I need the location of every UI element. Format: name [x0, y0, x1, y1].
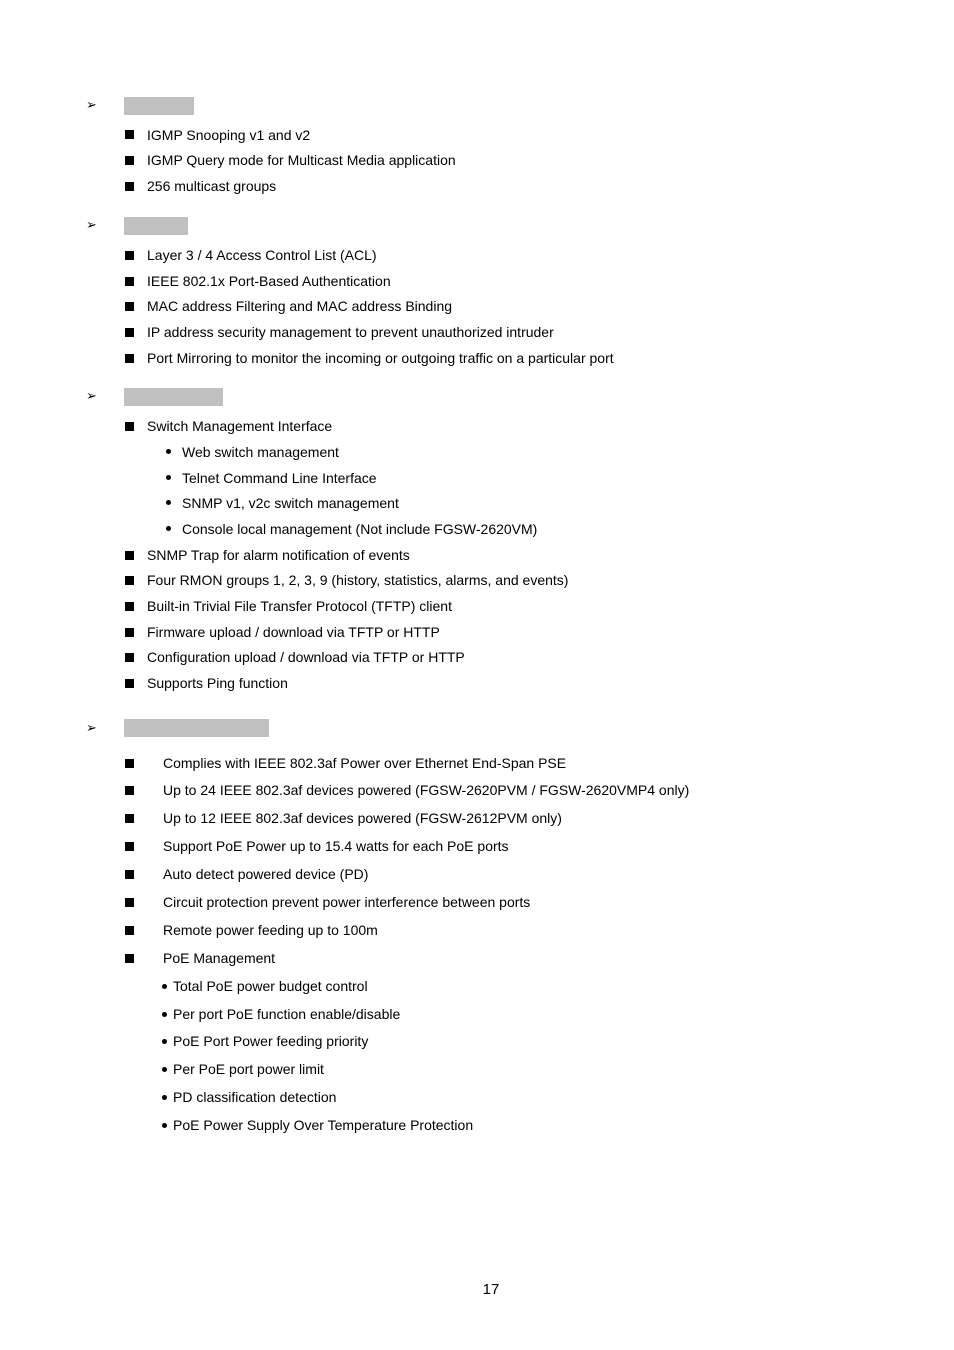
square-bullet-icon [125, 130, 134, 139]
dot-bullet-icon [166, 449, 171, 454]
list-item-text: Built-in Trivial File Transfer Protocol (TFTP) client [147, 598, 452, 614]
sub-list-item-text: Console local management (Not include FGSW-2620VM) [182, 521, 538, 537]
dot-bullet-icon [162, 1012, 167, 1017]
arrow-bullet-icon: ➢ [86, 97, 97, 112]
sub-list-item-text: Per PoE port power limit [173, 1061, 324, 1077]
square-bullet-icon [125, 898, 134, 907]
square-bullet-icon [125, 354, 134, 363]
sub-list-item-text: Per port PoE function enable/disable [173, 1006, 401, 1022]
list-item-text: Firmware upload / download via TFTP or HTTP [147, 624, 440, 640]
square-bullet-icon [125, 870, 134, 879]
sub-list-item-text: Web switch management [182, 444, 339, 460]
dot-bullet-icon [162, 1095, 167, 1100]
list-item-text: MAC address Filtering and MAC address Binding [147, 298, 453, 314]
dot-bullet-icon [162, 1039, 167, 1044]
square-bullet-icon [125, 814, 134, 823]
arrow-bullet-icon: ➢ [86, 720, 97, 735]
list-item-text: Port Mirroring to monitor the incoming or outgoing traffic on a particular port [147, 350, 614, 366]
square-bullet-icon [125, 628, 134, 637]
dot-bullet-icon [162, 1123, 167, 1128]
list-item-text: 256 multicast groups [147, 178, 277, 194]
square-bullet-icon [125, 156, 134, 165]
list-item-text: Support PoE Power up to 15.4 watts for each PoE ports [163, 838, 509, 854]
section-heading [124, 719, 269, 737]
square-bullet-icon [125, 251, 134, 260]
sub-list-item-text: Total PoE power budget control [173, 978, 368, 994]
square-bullet-icon [125, 926, 134, 935]
list-item-text: IGMP Query mode for Multicast Media application [147, 152, 456, 168]
sub-list-item-text: PoE Power Supply Over Temperature Protection [173, 1117, 474, 1133]
sub-list-item-text: SNMP v1, v2c switch management [182, 495, 399, 511]
square-bullet-icon [125, 786, 134, 795]
sub-list-item-text: PD classification detection [173, 1089, 337, 1105]
square-bullet-icon [125, 954, 134, 963]
square-bullet-icon [125, 182, 134, 191]
dot-bullet-icon [162, 1067, 167, 1072]
square-bullet-icon [125, 653, 134, 662]
square-bullet-icon [125, 602, 134, 611]
list-item-text: Switch Management Interface [147, 418, 333, 434]
dot-bullet-icon [166, 475, 171, 480]
square-bullet-icon [125, 576, 134, 585]
list-item-text: IP address security management to prevent unauthorized intruder [147, 324, 554, 340]
arrow-bullet-icon: ➢ [86, 217, 97, 232]
list-item-text: IGMP Snooping v1 and v2 [147, 127, 311, 143]
dot-bullet-icon [166, 500, 171, 505]
square-bullet-icon [125, 551, 134, 560]
square-bullet-icon [125, 759, 134, 768]
square-bullet-icon [125, 679, 134, 688]
page-number: 17 [482, 1281, 500, 1298]
square-bullet-icon [125, 422, 134, 431]
list-item-text: Auto detect powered device (PD) [163, 866, 369, 882]
section-heading [124, 388, 223, 406]
dot-bullet-icon [166, 526, 171, 531]
list-item-text: Circuit protection prevent power interference between ports [163, 894, 531, 910]
list-item-text: IEEE 802.1x Port-Based Authentication [147, 273, 391, 289]
arrow-bullet-icon: ➢ [86, 388, 97, 403]
list-item-text: Four RMON groups 1, 2, 3, 9 (history, statistics, alarms, and events) [147, 572, 569, 588]
list-item-text: SNMP Trap for alarm notification of events [147, 547, 410, 563]
square-bullet-icon [125, 277, 134, 286]
list-item-text: Up to 24 IEEE 802.3af devices powered (FGSW-2620PVM / FGSW-2620VMP4 only) [163, 782, 690, 798]
section-heading [124, 97, 194, 115]
list-item-text: Layer 3 / 4 Access Control List (ACL) [147, 247, 377, 263]
list-item-text: PoE Management [163, 950, 276, 966]
square-bullet-icon [125, 328, 134, 337]
sub-list-item-text: Telnet Command Line Interface [182, 470, 377, 486]
list-item-text: Supports Ping function [147, 675, 288, 691]
dot-bullet-icon [162, 984, 167, 989]
sub-list-item-text: PoE Port Power feeding priority [173, 1033, 369, 1049]
list-item-text: Complies with IEEE 802.3af Power over Ethernet End-Span PSE [163, 755, 567, 771]
section-heading [124, 217, 188, 235]
list-item-text: Up to 12 IEEE 802.3af devices powered (FGSW-2612PVM only) [163, 810, 562, 826]
square-bullet-icon [125, 842, 134, 851]
square-bullet-icon [125, 302, 134, 311]
list-item-text: Configuration upload / download via TFTP or HTTP [147, 649, 465, 665]
list-item-text: Remote power feeding up to 100m [163, 922, 378, 938]
